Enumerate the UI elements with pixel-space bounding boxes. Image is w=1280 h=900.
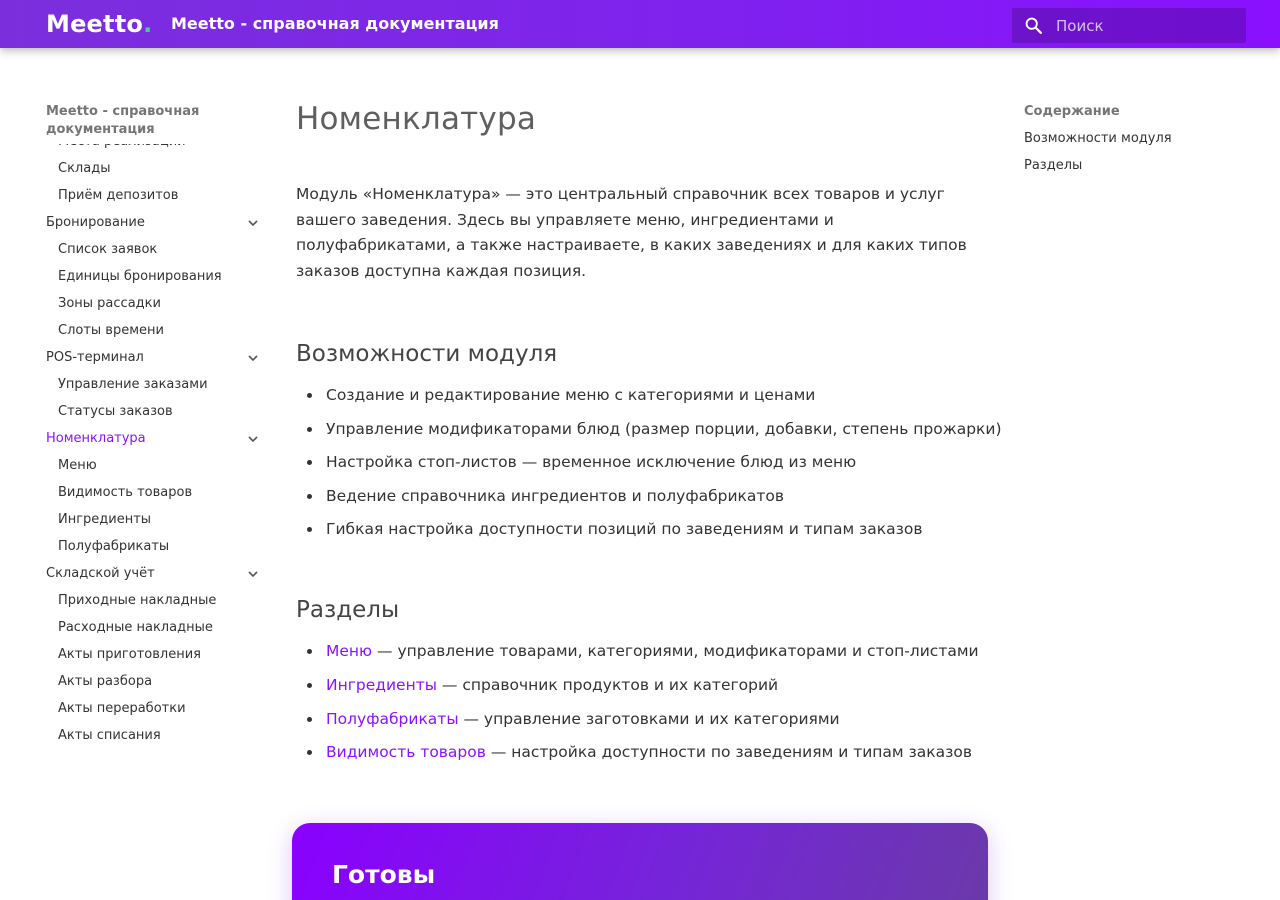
top-header (0, 0, 1280, 48)
toc-title: Содержание (1024, 104, 1120, 119)
list-item (326, 708, 988, 730)
list-item-text: — управление товарами, категориями, модификаторами и стоп-листами (372, 642, 979, 661)
sidebar-item-bronirovanie[interactable] (46, 209, 260, 236)
chevron-down-icon[interactable] (246, 216, 260, 230)
sidebar-item-akty-pererabotki[interactable]: Акты переработки (58, 701, 186, 716)
sidebar-item-spisok-zayavok[interactable]: Список заявок (58, 242, 158, 257)
sidebar-item-priyom-depozitov[interactable]: Приём депозитов (58, 188, 179, 203)
sidebar-item-menyu[interactable]: Меню (58, 458, 97, 473)
chevron-down-icon[interactable] (246, 432, 260, 446)
site-title: Meetto - справочная документация (171, 14, 499, 33)
list-item (326, 640, 988, 662)
table-of-contents (1024, 102, 1244, 179)
sidebar-title: Meetto - справочная документация (46, 96, 260, 144)
toc-item-sections[interactable]: Разделы (1024, 158, 1083, 173)
sidebar-item-akty-prigotovleniya[interactable]: Акты приготовления (58, 647, 201, 662)
sidebar-list (46, 128, 260, 749)
logo[interactable] (46, 9, 152, 39)
list-item: Ведение справочника ингредиентов и полуфабрикатов (326, 485, 988, 507)
chevron-down-icon[interactable] (246, 351, 260, 365)
list-item: Управление модификаторами блюд (размер порции, добавки, степень прожарки) (326, 419, 1002, 438)
sidebar-item-sloty-vremeni[interactable]: Слоты времени (58, 323, 164, 338)
list-item: Создание и редактирование меню с категориями и ценами (326, 384, 988, 406)
sidebar-item-statusy-zakazov[interactable]: Статусы заказов (58, 404, 173, 419)
link-polufabrikaty[interactable]: Полуфабрикаты (326, 709, 459, 728)
sidebar-nav (46, 96, 260, 756)
main-content (296, 96, 1002, 775)
list-item (326, 674, 988, 696)
list-item-text: — настройка доступности по заведениям и типам заказов (485, 743, 973, 762)
sidebar-item-zony-rassadki[interactable]: Зоны рассадки (58, 296, 161, 311)
sidebar-item-label: Номенклатура (46, 431, 146, 446)
link-menyu[interactable]: Меню (326, 642, 373, 661)
link-ingredienty[interactable]: Ингредиенты (326, 675, 437, 694)
link-vidimost-tovarov[interactable]: Видимость товаров (326, 743, 486, 762)
toc-list (1024, 125, 1244, 179)
list-item-text: — справочник продуктов и их категорий (436, 675, 779, 694)
sections-list (296, 640, 988, 763)
page-title: Номенклатура (296, 101, 537, 137)
list-item-text: — управление заготовками и их категориями (458, 709, 840, 728)
search-icon[interactable] (1023, 15, 1045, 37)
sidebar-item-akty-spisaniya[interactable]: Акты списания (58, 728, 161, 743)
list-item (326, 741, 988, 763)
search-input[interactable] (1056, 8, 1242, 43)
sidebar-item-pos-terminal[interactable] (46, 344, 260, 371)
sidebar-item-skladskoy-uchyot[interactable] (46, 560, 260, 587)
logo-text: Meetto (46, 10, 144, 38)
search-box[interactable] (1012, 8, 1246, 43)
sidebar-item-prikhodnye-nakladnye[interactable]: Приходные накладные (58, 593, 217, 608)
sidebar-item-upravlenie-zakazami[interactable]: Управление заказами (58, 377, 208, 392)
features-list (296, 384, 1002, 540)
section-heading-sections: Разделы (296, 597, 400, 624)
sidebar-item-polufabrikaty[interactable]: Полуфабрикаты (58, 539, 170, 554)
sidebar-item-label: Складской учёт (46, 566, 155, 581)
sidebar-item-sklady[interactable]: Склады (58, 161, 111, 176)
sidebar-item-akty-razbora[interactable]: Акты разбора (58, 674, 153, 689)
intro-paragraph: Модуль «Номенклатура» — это центральный справочник всех товаров и услуг вашего заведения. Здесь вы управляете меню, ингредиентами и полуфабрикатами, а также настраиваете, в каких заведениях и для каких типов заказов доступна каждая позиция. (296, 185, 967, 280)
cta-card (292, 823, 988, 900)
sidebar-item-raskhodnye-nakladnye[interactable]: Расходные накладные (58, 620, 213, 635)
chevron-down-icon[interactable] (246, 567, 260, 581)
cta-title: Готовы (332, 860, 436, 889)
sidebar-item-label: Бронирование (46, 215, 145, 230)
logo-dot: . (143, 10, 153, 38)
sidebar-item-vidimost-tovarov[interactable]: Видимость товаров (58, 485, 193, 500)
list-item: Гибкая настройка доступности позиций по заведениям и типам заказов (326, 518, 988, 540)
sidebar-item-nomenklatura[interactable] (46, 425, 260, 452)
sidebar-item-label: POS-терминал (46, 350, 144, 365)
sidebar-item-ingredienty[interactable]: Ингредиенты (58, 512, 152, 527)
sidebar-item-edinitsy-bronirovaniya[interactable]: Единицы бронирования (58, 269, 222, 284)
list-item: Настройка стоп-листов — временное исключение блюд из меню (326, 451, 988, 473)
section-heading-features: Возможности модуля (296, 341, 558, 367)
toc-item-features[interactable]: Возможности модуля (1024, 131, 1172, 146)
